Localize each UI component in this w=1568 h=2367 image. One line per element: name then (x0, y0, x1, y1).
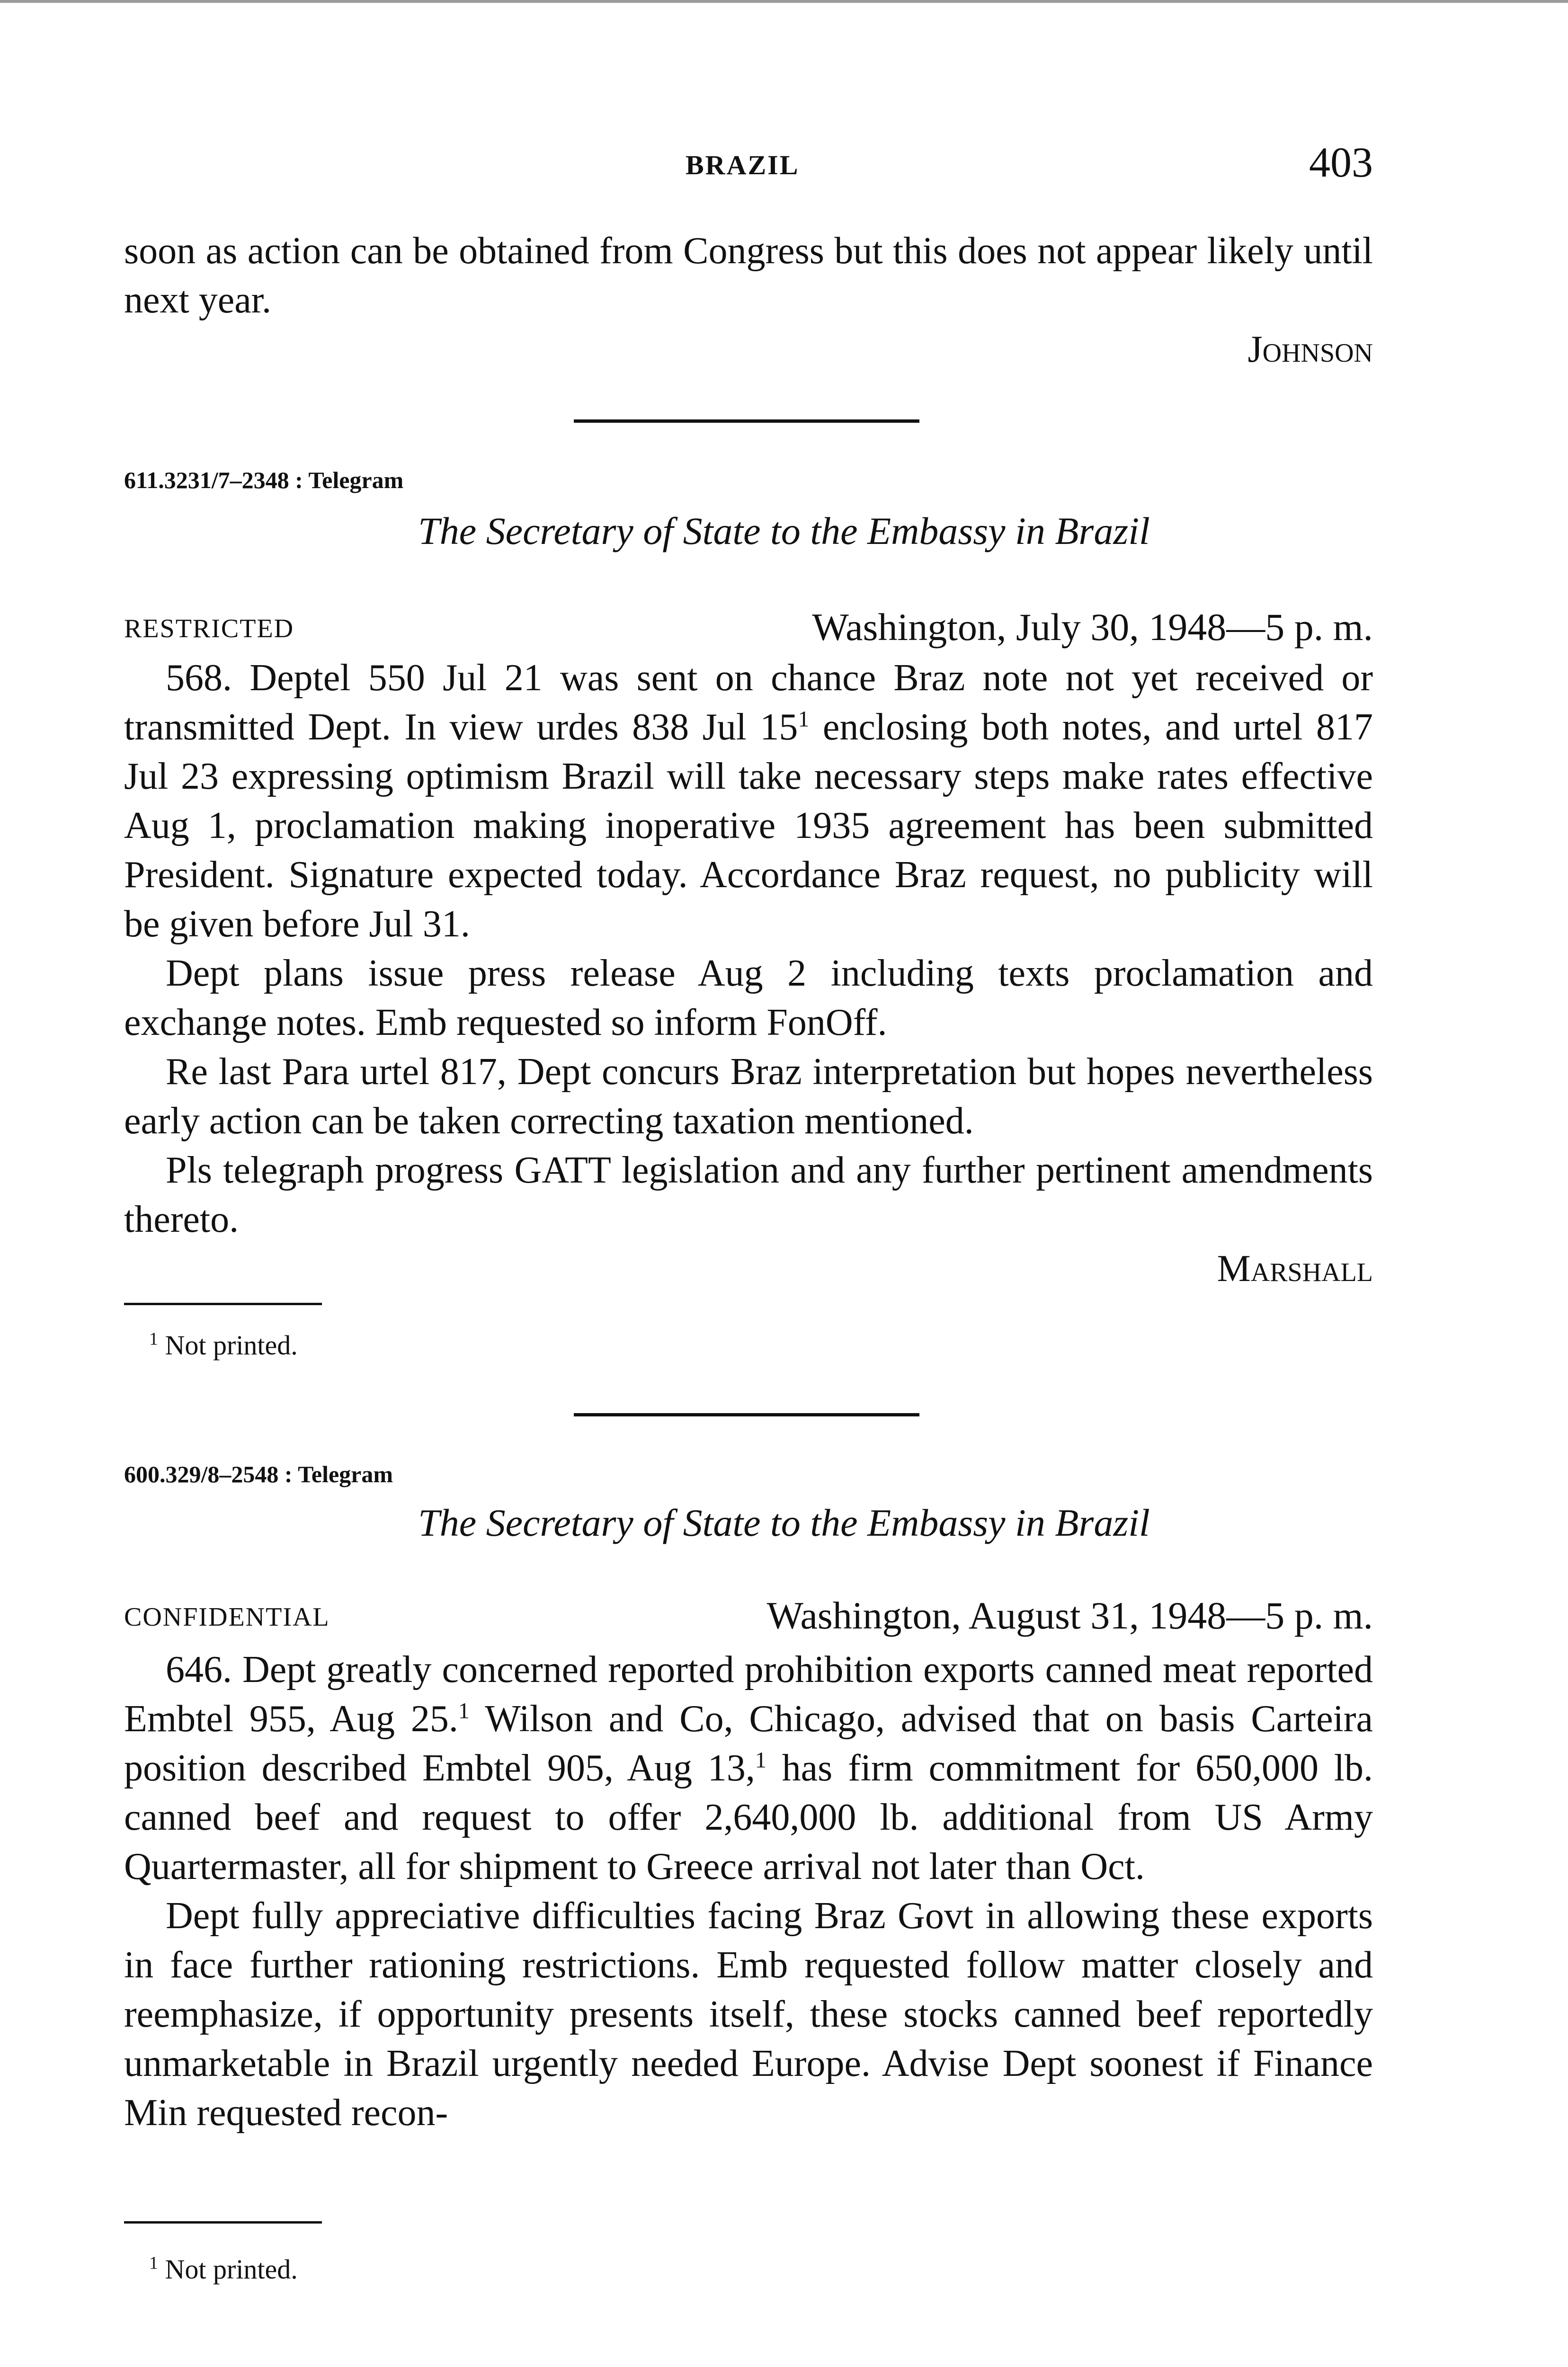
doc1-heading: The Secretary of State to the Embassy in Brazil (418, 509, 1150, 552)
doc2-body (124, 1645, 1373, 2137)
footnote-ref: 1 (458, 1698, 470, 1724)
signature-johnson: Johnson (1247, 329, 1373, 370)
footnote-rule (124, 2221, 322, 2224)
footnote-rule (124, 1303, 322, 1305)
doc1-file-id: 611.3231/7–2348 : Telegram (124, 467, 404, 493)
section-divider (574, 419, 919, 423)
doc1-footnote: $^1$ Not printed. (149, 1329, 298, 1361)
doc2-classification: CONFIDENTIAL (124, 1602, 330, 1632)
running-title: BRAZIL (686, 150, 800, 180)
doc1-classification: RESTRICTED (124, 614, 294, 643)
doc2-footnote: $^1$ Not printed. (149, 2253, 298, 2285)
continuation-paragraph: soon as action can be obtained from Congress but this does not appear likely until next year. (124, 230, 1373, 321)
footnote-ref: 1 (798, 706, 810, 732)
doc1-paragraph-3: Re last Para urtel 817, Dept concurs Braz interpretation but hopes nevertheless early action can be taken correcting taxation mentioned. (124, 1051, 1373, 1142)
continuation-block (124, 226, 1373, 374)
doc1-paragraph-4: Pls telegraph progress GATT legislation and any further pertinent amendments thereto. (124, 1149, 1373, 1240)
doc2-heading: The Secretary of State to the Embassy in Brazil (418, 1501, 1150, 1544)
signature-marshall: Marshall (1217, 1248, 1373, 1290)
page-number: 403 (1309, 139, 1373, 186)
doc1-paragraph-1: 568. Deptel 550 Jul 21 was sent on chance Braz note not yet received or transmitted Dept. In view urdes 838 Jul $15^1$ enclosing both notes, and urtel 817 Jul 23 expressing optimism Brazil will take necessary steps make rates effective Aug 1, proclamation making inoperative 1935 agreement has been submitted President. Signature expected today. Accordance Braz request, no publicity will be given before Jul 31. (124, 657, 1373, 945)
doc2-paragraph-2: Dept fully appreciative difficulties facing Braz Govt in allowing these exports in face further rationing restrictions. Emb requested follow matter closely and reemphasize, if opportunity presents itself, these stocks canned beef reportedly unmarketable in Brazil urgently needed Europe. Advise Dept soonest if Finance Min requested recon- (124, 1895, 1373, 2134)
doc2-dateline: Washington, August 31, 1948—5 p. m. (766, 1594, 1373, 1637)
doc1-classification-line (124, 597, 1373, 650)
section-divider (574, 1413, 919, 1416)
doc1-dateline: Washington, July 30, 1948—5 p. m. (812, 605, 1373, 649)
doc2-paragraph-1: 646. Dept greatly concerned reported prohibition exports canned meat reported Embtel 955, Aug 25.$^1$ Wilson and Co, Chicago, advised that on basis Carteira position described Embtel 905, Aug 13,$^1$ has firm commitment for 650,000 lb. canned beef and request to offer 2,640,000 lb. additional from US Army Quartermaster, all for shipment to Greece arrival not later than Oct. (124, 1649, 1373, 1887)
doc2-classification-line (124, 1586, 1373, 1638)
doc2-file-id: 600.329/8–2548 : Telegram (124, 1461, 393, 1487)
footnote-ref: 1 (755, 1747, 766, 1773)
top-border-rule (0, 0, 1568, 3)
doc1-paragraph-2: Dept plans issue press release Aug 2 including texts proclamation and exchange notes. Emb requested so inform FonOff. (124, 952, 1373, 1043)
doc1-body (124, 653, 1373, 1293)
